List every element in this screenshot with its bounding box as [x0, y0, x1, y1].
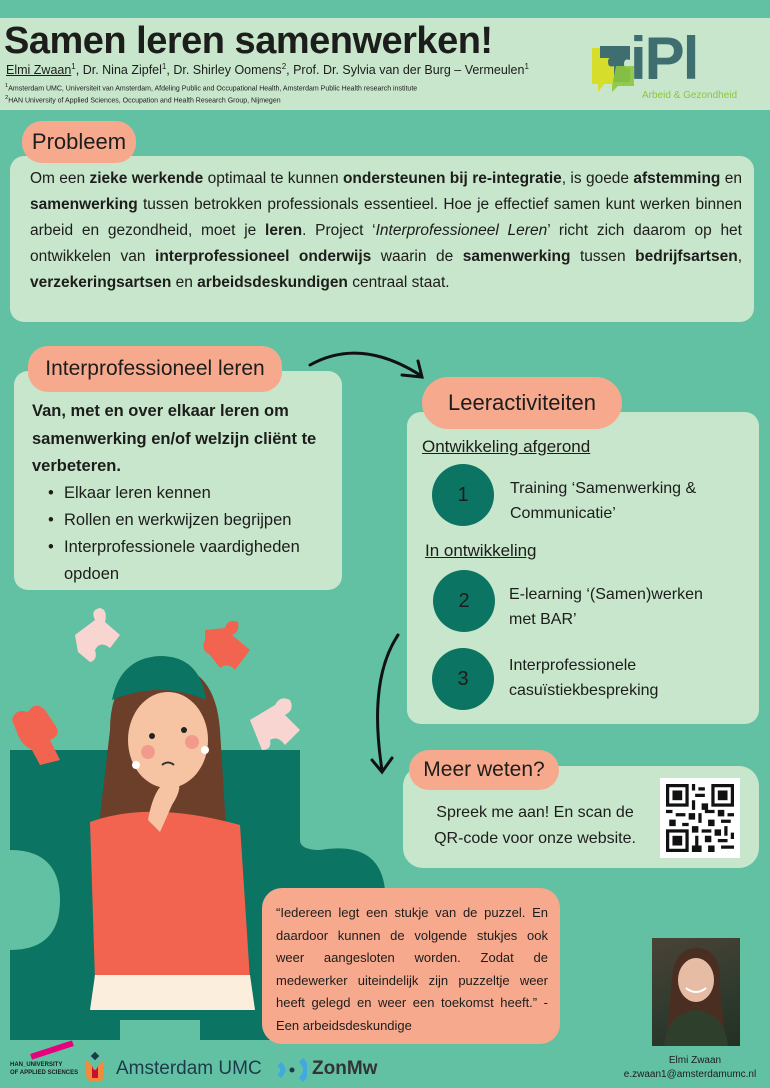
step-number-1: 1: [432, 464, 494, 526]
meer-weten-text: Spreek me aan! En scan de QR-code voor onze website.: [434, 804, 636, 847]
ipl-subtitle: Arbeid & Gezondheid: [642, 90, 738, 101]
poster-header: [0, 18, 770, 110]
bullet-item: • Elkaar leren kennen: [48, 480, 348, 507]
contact-name: Elmi Zwaan: [668, 1055, 722, 1066]
zonmw-logo: ZonMw: [312, 1058, 378, 1079]
han-logo: [6, 1040, 78, 1086]
affiliation-1: $^1$Amsterdam UMC, Universiteit van Amsterdam, Afdeling Public and Occupational Health, Amsterdam Public Health research institute: [5, 83, 418, 93]
author-name: Dr. Nina Zipfel: [82, 63, 162, 78]
author-list: Elmi Zwaan$^1$, Dr. Nina Zipfel$^1$, Dr. Shirley Oomens$^2$, Prof. Dr. Sylvia van der Burg – Vermeulen$^1$: [6, 62, 529, 78]
qr-code-icon: [660, 778, 740, 858]
zonmw-icon: [277, 1058, 307, 1082]
qr-code[interactable]: [660, 778, 740, 858]
author-name: Elmi Zwaan: [6, 63, 72, 78]
probleem-text: Om een zieke werkende optimaal te kunnen ondersteunen bij re-integratie, is goede afstemming en samenwerking tussen betrokken professionals essentieel. Hoe je effectief samen kunt werken binnen arbeid en gezondheid, moet je leren. Project ‘Interprofessioneel Leren’ richt zich daarom op het ontwikkelen van interprofessioneel onderwijs waarin de samenwerking tussen bedrijfsartsen, verzekeringsartsen en arbeidsdeskundigen centraal staat.: [30, 170, 742, 291]
bullet-item: • Interprofessionele vaardigheden opdoen: [48, 534, 348, 588]
activity-2-text: E-learning ‘(Samen)werken met BAR’: [509, 586, 703, 628]
han-text-1: HAN_UNIVERSITY: [10, 1062, 63, 1068]
quote-box: [262, 888, 560, 1044]
activity-1-text: Training ‘Samenwerking & Communicatie’: [510, 480, 697, 522]
quote-text: “Iedereen legt een stukje van de puzzel. En daardoor kunnen de volgende stukjes ook weer aangesloten worden. Zodat de medewerker uiteindelijk zijn puzzeltje weer heeft gelegd en weer een toekomst heeft.” - Een arbeidsdeskundige: [276, 905, 548, 1033]
affiliation-2: $^2$HAN University of Applied Sciences, Occupation and Health Research Group, Nijmegen: [5, 95, 281, 105]
author-name: Dr. Shirley Oomens: [173, 63, 282, 78]
author-name: Prof. Dr. Sylvia van der Burg – Vermeulen: [293, 63, 525, 78]
han-bar-icon: [30, 1040, 74, 1059]
contact-email[interactable]: e.zwaan1@amsterdamumc.nl: [623, 1069, 757, 1080]
step-number-2: 2: [433, 570, 495, 632]
poster-title: Samen leren samenwerken!: [4, 20, 493, 62]
meer-weten-heading: Meer weten?: [409, 750, 559, 790]
interprofessioneel-lead: Van, met en over elkaar leren om samenwerking en/of welzijn cliënt te verbeteren.: [32, 402, 317, 475]
group-label-afgerond: Ontwikkeling afgerond: [422, 437, 591, 456]
ipl-wordmark: iPl: [630, 25, 698, 92]
amsterdam-umc-logo: Amsterdam UMC: [116, 1058, 262, 1079]
bullet-item: • Rollen en werkwijzen begrijpen: [48, 507, 348, 534]
activity-3-text: Interprofessionele casuïstiekbespreking: [509, 657, 659, 699]
interprofessioneel-bullets: [48, 480, 348, 588]
amsterdam-umc-tulip-icon: [84, 1052, 106, 1082]
probleem-heading: Probleem: [22, 121, 136, 163]
group-label-in-ontwikkeling: In ontwikkeling: [425, 541, 537, 560]
interprofessioneel-heading: Interprofessioneel leren: [28, 346, 282, 392]
leeractiviteiten-heading: Leeractiviteiten: [422, 377, 622, 429]
step-number-3: 3: [432, 648, 494, 710]
author-photo: [652, 938, 740, 1046]
han-text-2: OF APPLIED SCIENCES: [10, 1070, 79, 1076]
ipl-logo: [590, 25, 740, 108]
